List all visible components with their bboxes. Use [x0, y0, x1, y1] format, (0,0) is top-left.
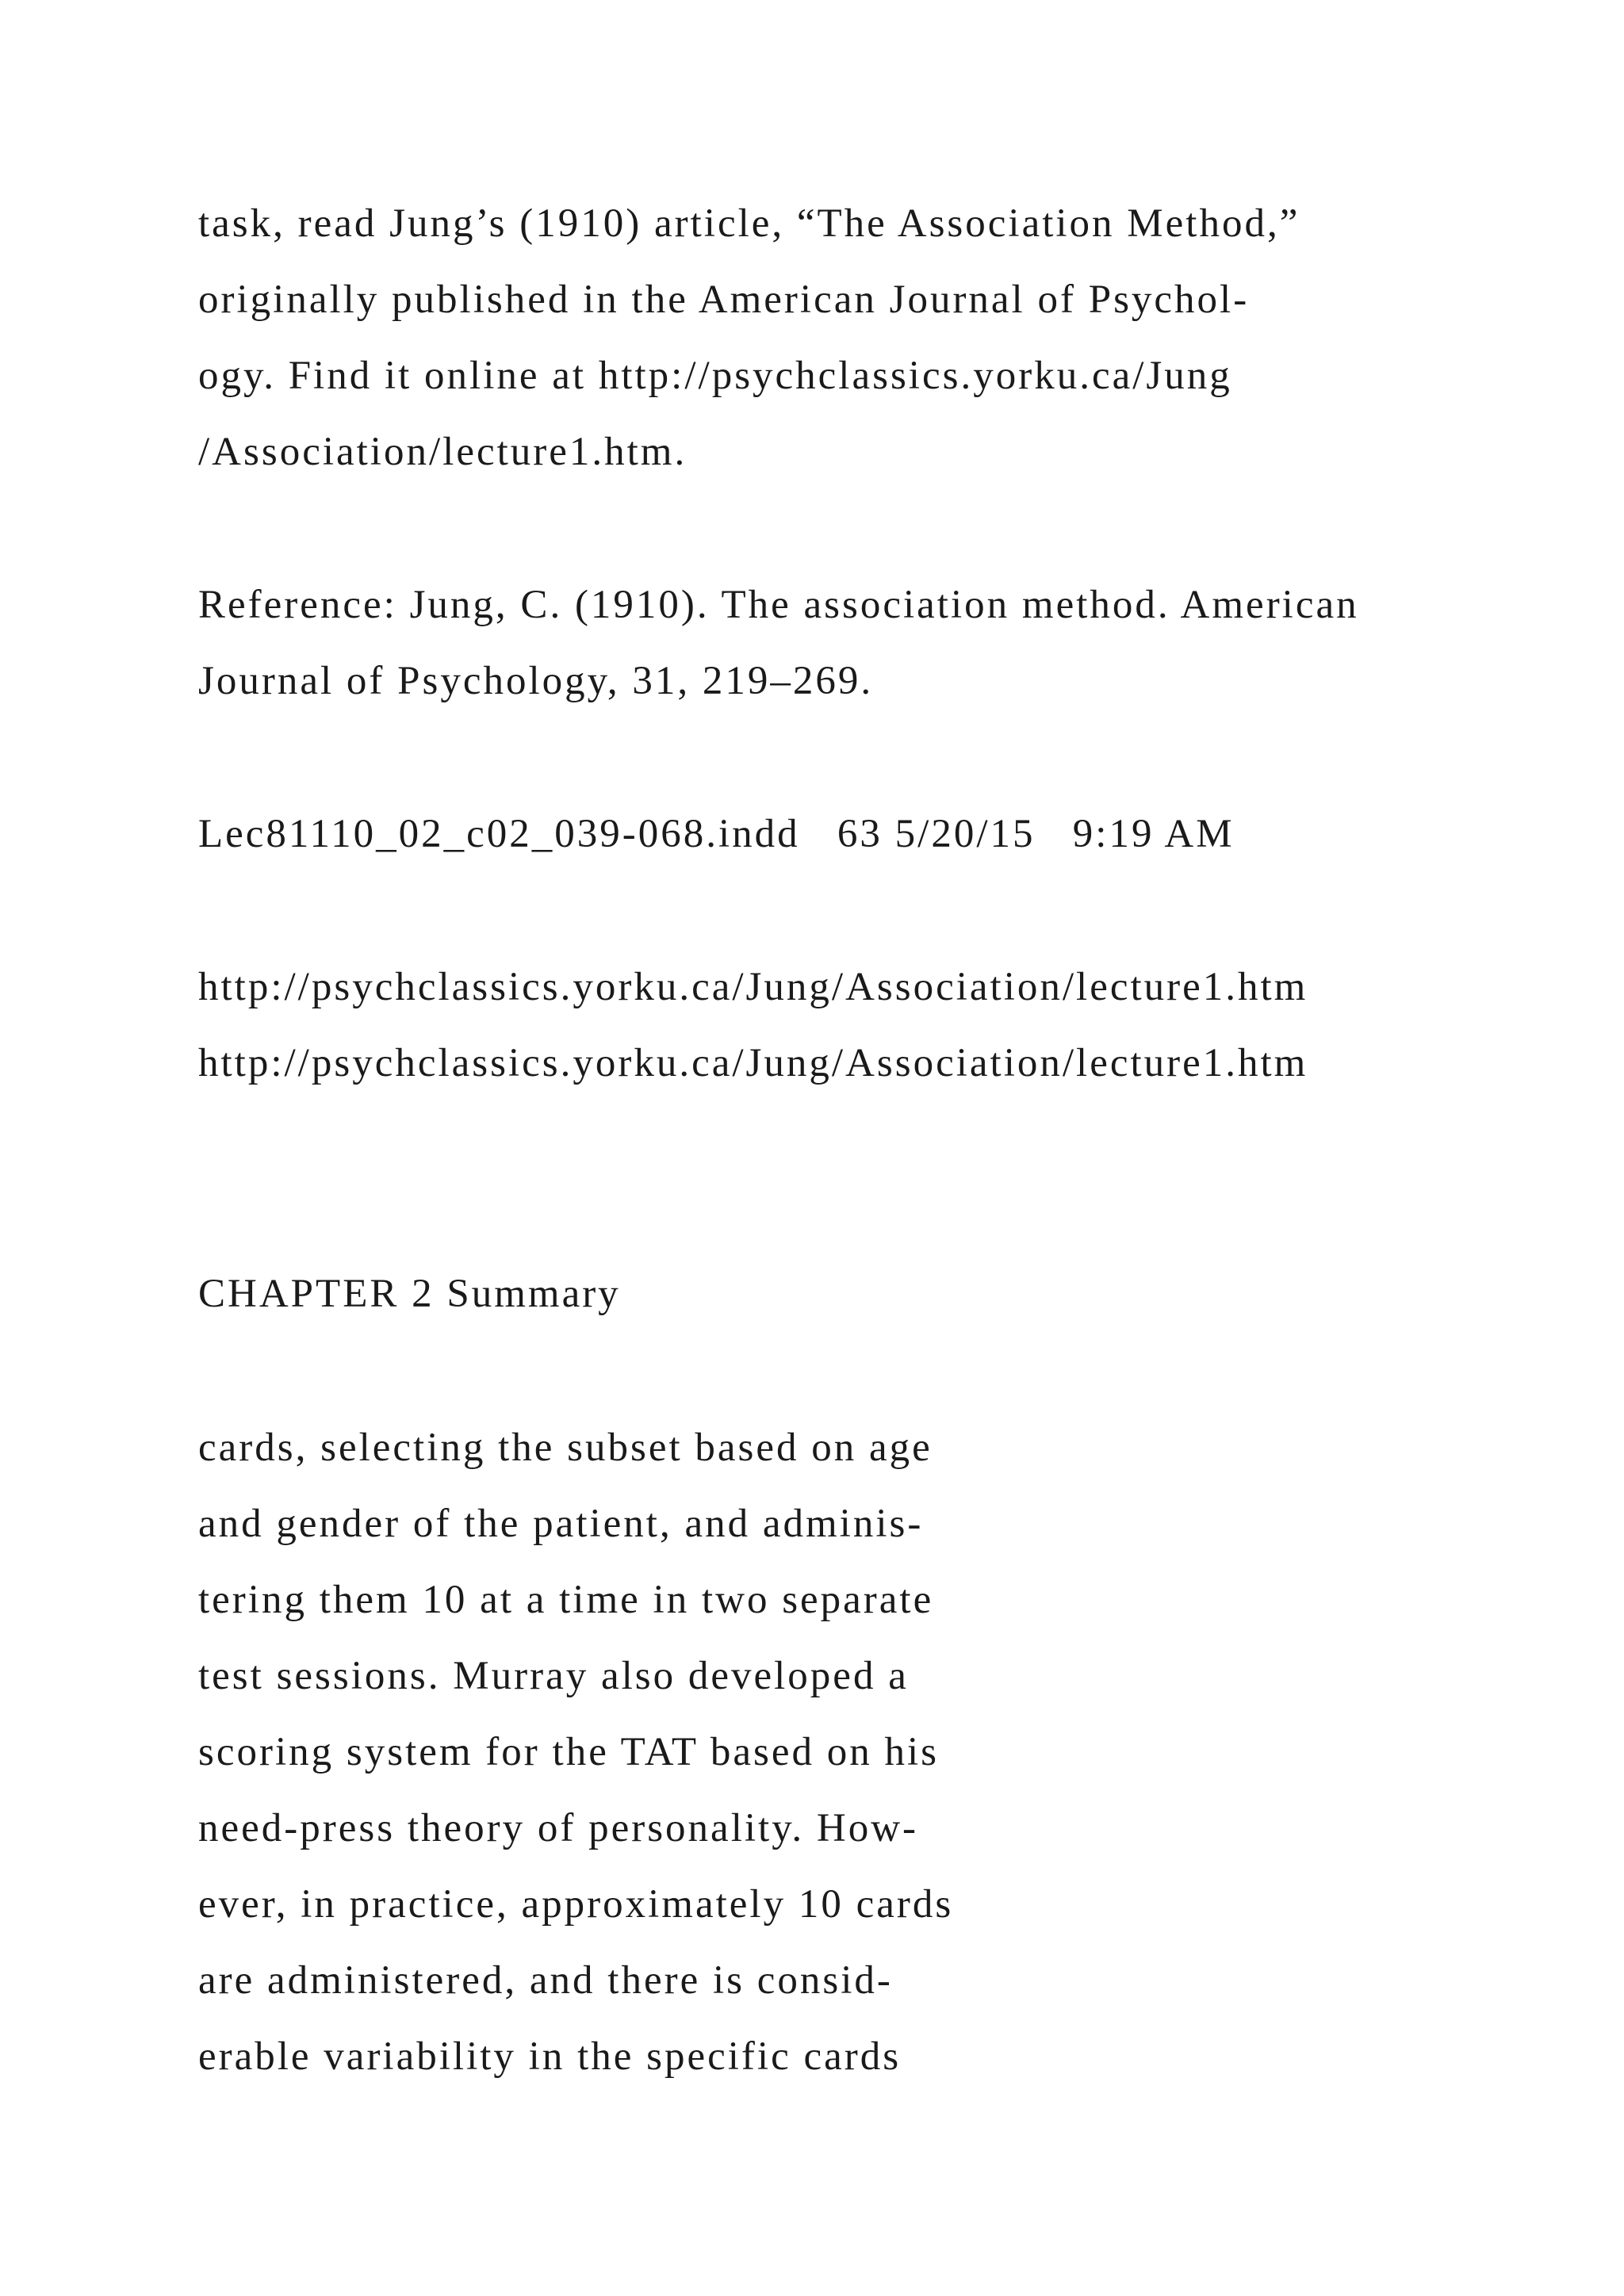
paragraph-line: tering them 10 at a time in two separate: [198, 1578, 934, 1622]
url-line: http://psychclassics.yorku.ca/Jung/Association/lecture1.htm: [198, 1041, 1308, 1085]
paragraph-line: are administered, and there is consid-: [198, 1958, 893, 2003]
paragraph-line: and gender of the patient, and adminis-: [198, 1502, 924, 1546]
paragraph-line: erable variability in the specific cards: [198, 2034, 902, 2079]
paragraph-line: need-press theory of personality. How-: [198, 1806, 919, 1850]
paragraph-line: cards, selecting the subset based on age: [198, 1425, 933, 1470]
reference-line: Journal of Psychology, 31, 219–269.: [198, 659, 874, 703]
paragraph-line: scoring system for the TAT based on his: [198, 1730, 940, 1774]
paragraph-line: ever, in practice, approximately 10 cards: [198, 1882, 954, 1927]
paragraph-line: /Association/lecture1.htm.: [198, 430, 688, 474]
paragraph-line: task, read Jung’s (1910) article, “The Association Method,”: [198, 201, 1300, 246]
paragraph-line: ogy. Find it online at http://psychclassics.yorku.ca/Jung: [198, 354, 1232, 398]
reference-line: Reference: Jung, C. (1910). The association method. American: [198, 583, 1359, 627]
slug-line: Lec81110_02_c02_039-068.indd 63 5/20/15 9:19 AM: [198, 812, 1235, 856]
paragraph-line: originally published in the American Journal of Psychol-: [198, 277, 1250, 322]
paragraph-line: test sessions. Murray also developed a: [198, 1654, 909, 1698]
url-line: http://psychclassics.yorku.ca/Jung/Association/lecture1.htm: [198, 965, 1308, 1009]
chapter-heading: CHAPTER 2 Summary: [198, 1272, 621, 1316]
